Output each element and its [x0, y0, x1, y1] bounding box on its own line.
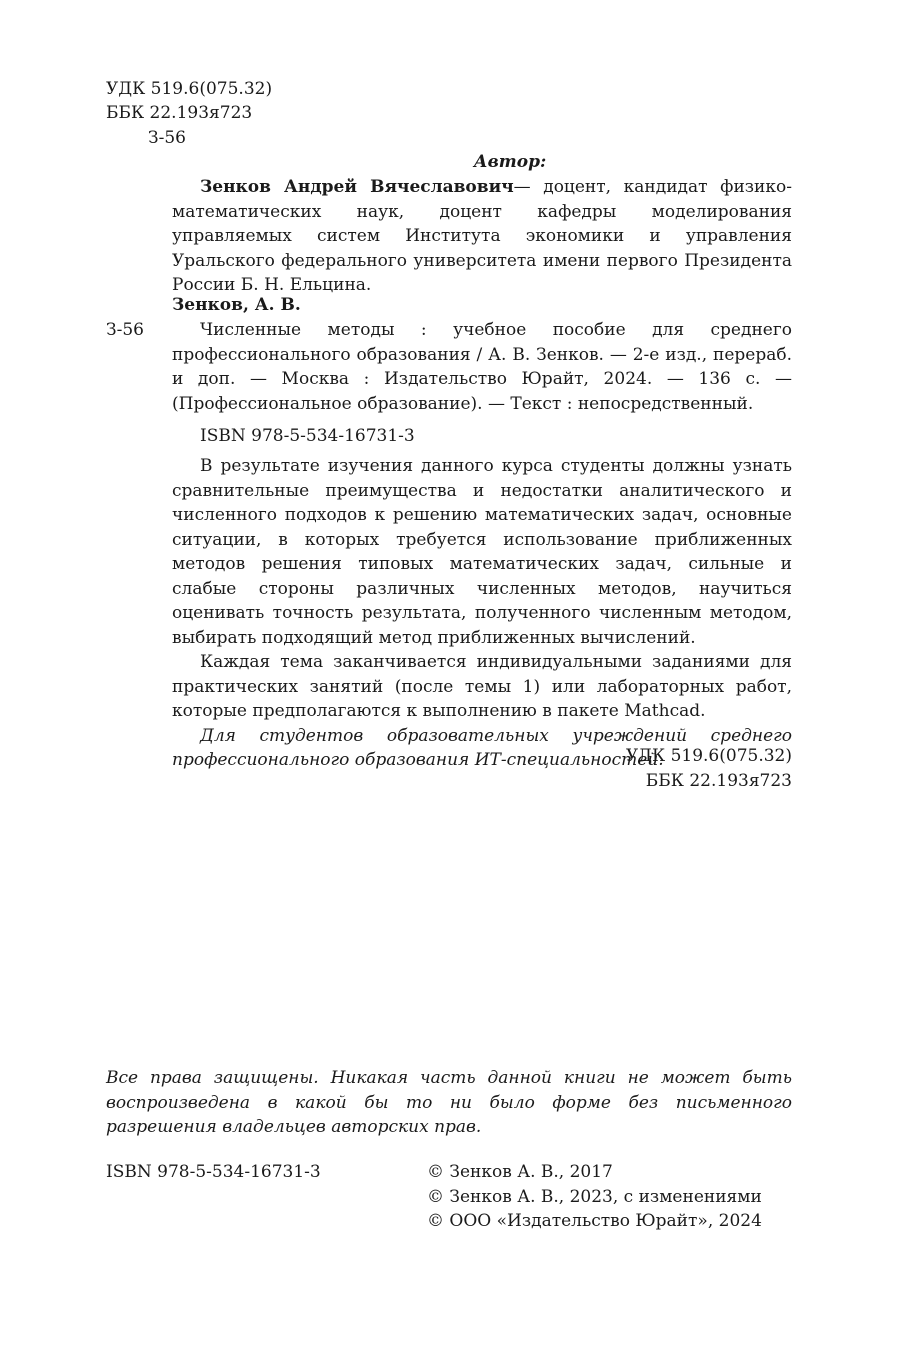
udk-code-bottom: УДК 519.6(075.32) [625, 746, 792, 766]
annotation [172, 454, 792, 773]
bib-line-3: и доп. — Москва : Издательство Юрайт, 2024. — 136 с. — [172, 369, 792, 389]
annotation-paragraph-1: В результате изучения данного курса студенты должны узнать сравнительные преимущества и недостатки аналитического и численного подходов к решению математических задач, основные ситуации, в которых требуется использование приближенных методов решения типовых математических задач, сильные и слабые стороны различных численных методов, научиться оценивать точность результата, полученного численным методом, выбирать подходящий метод приближенных вычислений. [172, 456, 792, 648]
isbn-catalog: ISBN 978-5-534-16731-3 [200, 426, 415, 446]
author-name: Зенков Андрей Вячеславович [200, 177, 514, 197]
rights-notice: Все права защищены. Никакая часть данной книги не может быть воспроизведена в какой бы то ни было форме без письменного разрешения владельцев авторских прав. [106, 1068, 792, 1137]
copyright-line-2: © Зенков А. В., 2023, с изменениями [427, 1187, 762, 1207]
bbk-code-top: ББК 22.193я723 [106, 103, 253, 123]
copyright-line-1: © Зенков А. В., 2017 [427, 1162, 613, 1182]
catalog-heading: Зенков, А. В. [172, 295, 301, 315]
author-heading: Автор: [473, 152, 547, 172]
annotation-paragraph-2: Каждая тема заканчивается индивидуальными заданиями для практических занятий (после темы 1) или лабораторных работ, которые предполагаются к выполнению в пакете Mathcad. [172, 652, 792, 721]
copyright-line-3: © ООО «Издательство Юрайт», 2024 [427, 1211, 762, 1231]
udk-code-top: УДК 519.6(075.32) [106, 79, 273, 99]
author-mark-top: З-56 [148, 128, 186, 148]
bib-line-4: (Профессиональное образование). — Текст : непосредственный. [172, 393, 754, 414]
bibliographic-record [172, 318, 792, 416]
catalog-mark: З-56 [106, 320, 144, 340]
bib-line-2: профессионального образования / А. В. Зенков. — 2-е изд., перераб. [172, 344, 792, 365]
author-description [172, 175, 792, 298]
author-desc-text: — доцент, кандидат физико-математических наук, доцент кафедры моделирования управляемых систем Института экономики и управления Уральского федерального университета имени первого Президента России Б. Н. Ельцина. [172, 177, 792, 295]
bbk-code-bottom: ББК 22.193я723 [645, 771, 792, 791]
bib-line-1: Численные методы : учебное пособие для среднего [200, 320, 792, 340]
annotation-paragraph-3: Для студентов образовательных учреждений среднего профессионального образования ИТ-специальностей. [172, 725, 792, 770]
isbn-footer: ISBN 978-5-534-16731-3 [106, 1162, 321, 1182]
